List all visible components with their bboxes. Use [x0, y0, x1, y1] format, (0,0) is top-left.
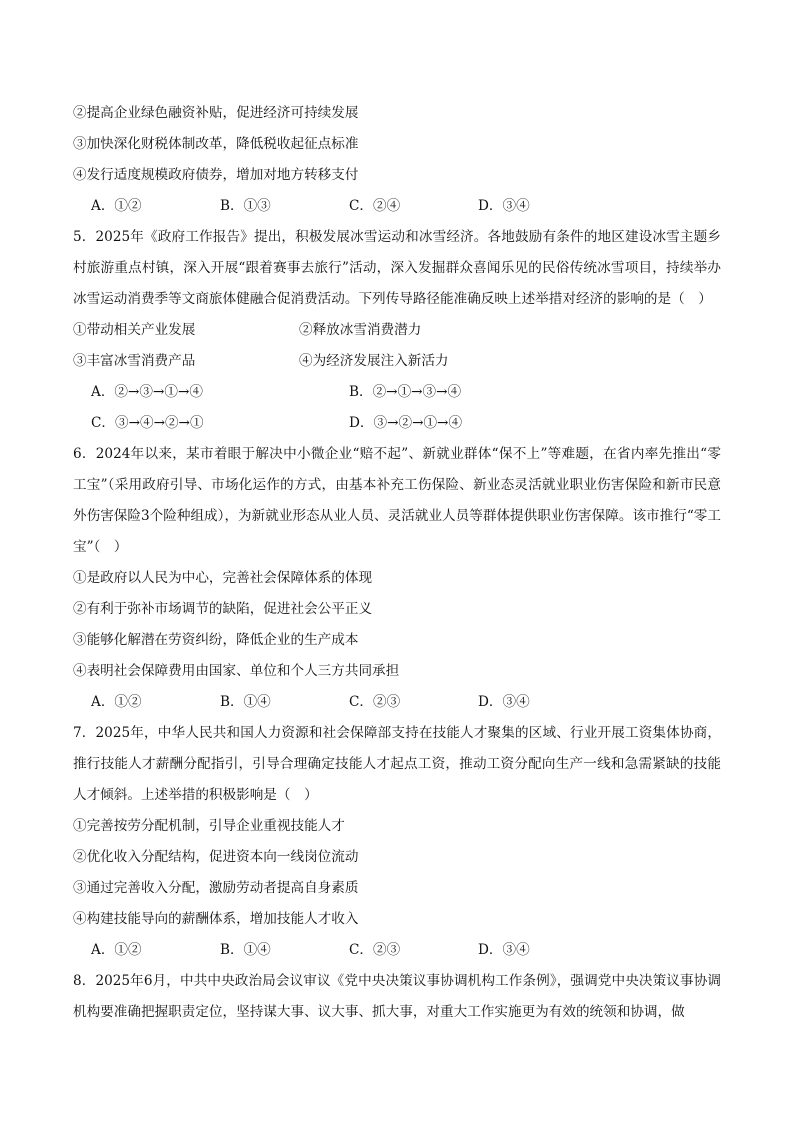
option-d: D．③④	[478, 942, 530, 958]
question-text: 5．2025年《政府工作报告》提出，积极发展冰雪运动和冰雪经济。各地鼓励有条件的地区建设冰雪主题乡村旅游重点村镇，深入开展“跟着赛事去旅行”活动，深入发掘群众喜闻乐见的民俗传统冰雪项目，持续举办冰雪运动消费季等文商旅体健融合促消费活动。下列传导路径能准确反映上述举措对经济的影响的是（ ）	[73, 229, 721, 307]
option-c: C．②④	[349, 198, 401, 214]
option-b: B．①③	[220, 198, 271, 214]
question-text: 8．2025年6月，中共中央政治局会议审议《党中央决策议事协调机构工作条例》，强调党中央决策议事协调机构要准确把握职责定位，坚持谋大事、议大事、抓大事，对重大工作实施更为有效的统领和协调，做	[73, 973, 721, 1020]
question-text: 7．2025年，中华人民共和国人力资源和社会保障部支持在技能人才聚集的区域、行业开展工资集体协商，推行技能人才薪酬分配指引，引导合理确定技能人才起点工资，推动工资分配向生产一线和急需紧缺的技能人才倾斜。上述举措的积极影响是（ ）	[73, 725, 721, 803]
statement-line: ③能够化解潜在劳资纠纷，降低企业的生产成本	[73, 632, 359, 648]
question-8	[73, 966, 721, 1028]
statement-line: ②提高企业绿色融资补贴，促进经济可持续发展	[73, 105, 359, 121]
option-c: C．②③	[349, 694, 401, 710]
answer-options-row	[73, 408, 721, 439]
option-b: B．②→①→③→④	[349, 384, 462, 400]
answer-options-row	[73, 377, 721, 408]
question-7	[73, 718, 721, 966]
option-d: D．③→②→①→④	[349, 415, 463, 431]
option-a: A．①②	[91, 694, 142, 710]
statement: ①带动相关产业发展	[73, 322, 196, 338]
option-d: D．③④	[478, 694, 530, 710]
statement-line: ④构建技能导向的薪酬体系，增加技能人才收入	[73, 911, 359, 927]
statement: ②释放冰雪消费潜力	[299, 322, 422, 338]
statement: ③丰富冰雪消费产品	[73, 353, 196, 369]
statement-line: ③通过完善收入分配，激励劳动者提高自身素质	[73, 880, 359, 896]
answer-options	[73, 935, 721, 966]
statement: ④为经济发展注入新活力	[299, 353, 449, 369]
option-c: C．②③	[349, 942, 401, 958]
question-4	[73, 98, 721, 222]
statement-line: ④发行适度规模政府债券，增加对地方转移支付	[73, 167, 359, 183]
statement-line: ②优化收入分配结构，促进资本向一线岗位流动	[73, 849, 359, 865]
statement-line: ③加快深化财税体制改革，降低税收起征点标准	[73, 136, 359, 152]
statement-row	[73, 315, 721, 346]
option-d: D．③④	[478, 198, 530, 214]
question-5	[73, 222, 721, 439]
statement-line: ②有利于弥补市场调节的缺陷，促进社会公平正义	[73, 601, 373, 617]
answer-options	[73, 687, 721, 718]
statement-line: ④表明社会保障费用由国家、单位和个人三方共同承担	[73, 663, 400, 679]
page-content	[73, 98, 721, 1028]
option-a: A．①②	[91, 198, 142, 214]
option-a: A．①②	[91, 942, 142, 958]
statement-row	[73, 346, 721, 377]
option-a: A．②→③→①→④	[91, 384, 203, 400]
option-b: B．①④	[220, 694, 271, 710]
option-b: B．①④	[220, 942, 271, 958]
question-6	[73, 439, 721, 718]
statement-line: ①是政府以人民为中心，完善社会保障体系的体现	[73, 570, 373, 586]
option-c: C．③→④→②→①	[91, 415, 204, 431]
answer-options	[73, 191, 721, 222]
statement-line: ①完善按劳分配机制，引导企业重视技能人才	[73, 818, 345, 834]
question-text: 6．2024年以来，某市着眼于解决中小微企业“赔不起”、新就业群体“保不上”等难题，在省内率先推出“零工宝”（采用政府引导、市场化运作的方式，由基本补充工伤保险、新业态灵活就业职业伤害保险和新市民意外伤害保险3个险种组成），为新就业形态从业人员、灵活就业人员等群体提供职业伤害保障。该市推行“零工宝”（ ）	[73, 446, 721, 555]
